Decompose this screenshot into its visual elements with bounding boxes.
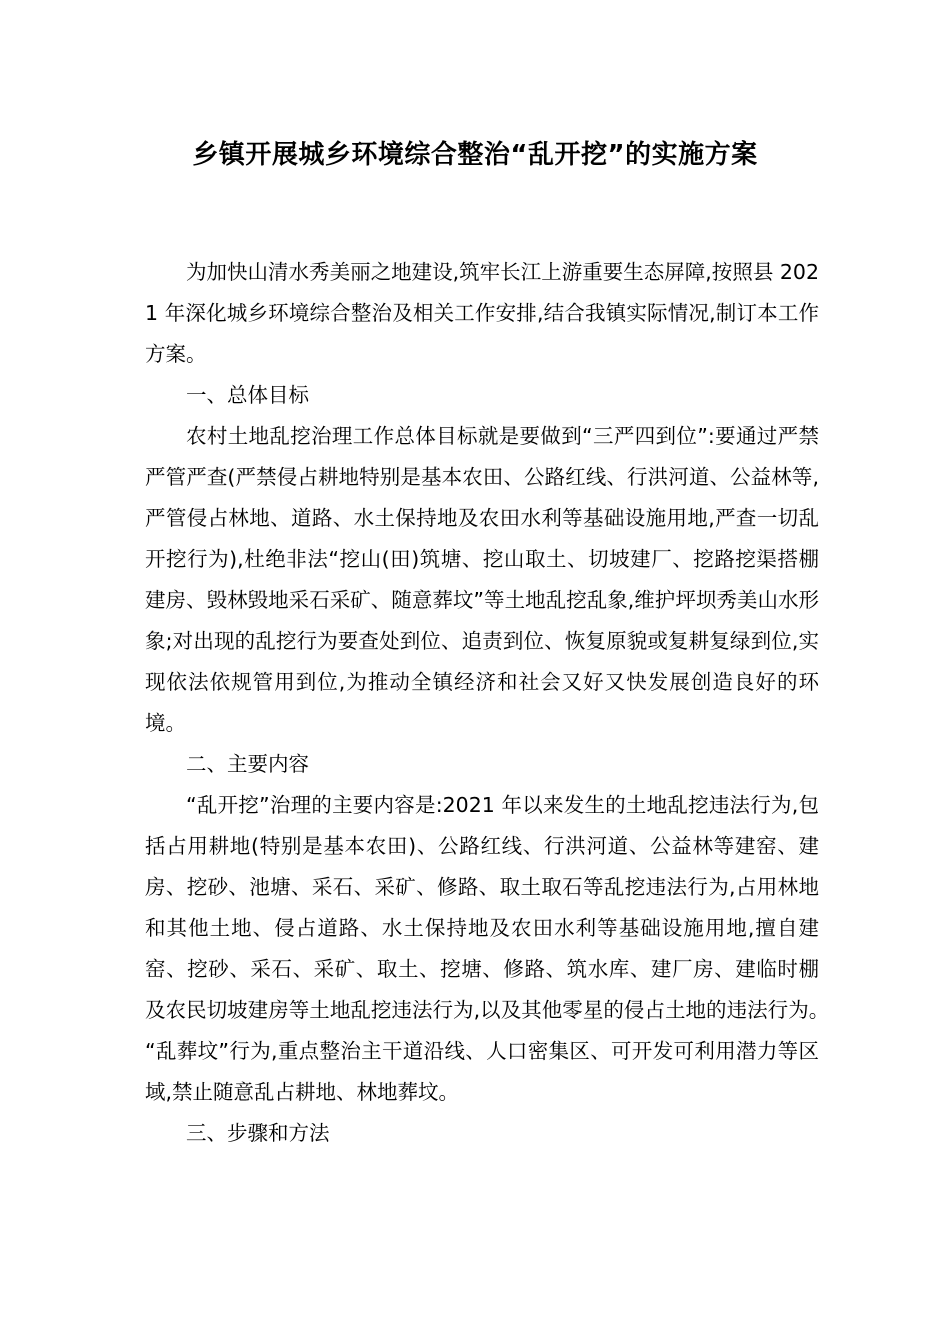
section-paragraph-content: “乱开挖”治理的主要内容是:2021 年以来发生的土地乱挖违法行为,包括占用耕地(特别是基本农田)、公路红线、行洪河道、公益林等建窑、建房、挖砂、池塘、采石、采矿、修路、取土取石等乱挖违法行为,占用林地和其他土地、侵占道路、水土保持地及农田水利等基础设施用地,擅自建窑、挖砂、采石、采矿、取土、挖塘、修路、筑水库、建厂房、建临时棚及农民切坡建房等土地乱挖违法行为,以及其他零星的侵占土地的违法行为。 “乱葬坟”行为,重点整治主干道沿线、人口密集区、可开发可利用潜力等区域,禁止随意乱占耕地、林地葬坟。 bbox=[145, 793, 847, 1104]
section-heading-steps: 三、步骤和方法 bbox=[186, 1121, 330, 1145]
section-heading-goals: 一、总体目标 bbox=[186, 383, 309, 407]
document-title: 乡镇开展城乡环境综合整治“乱开挖”的实施方案 bbox=[192, 140, 758, 170]
document-body bbox=[145, 252, 847, 1154]
section-paragraph-goals: 农村土地乱挖治理工作总体目标就是要做到“三严四到位”:要通过严禁严管严查(严禁侵占耕地特别是基本农田、公路红线、行洪河道、公益林等,严管侵占林地、道路、水土保持地及农田水利等基础设施用地,严查一切乱开挖行为),杜绝非法“挖山(田)筑塘、挖山取土、切坡建厂、挖路挖渠搭棚建房、毁林毁地采石采矿、随意葬坟”等土地乱挖乱象,维护坪坝秀美山水形象;对出现的乱挖行为要查处到位、追责到位、恢复原貌或复耕复绿到位,实现依法依规管用到位,为推动全镇经济和社会又好又快发展创造良好的环境。 bbox=[145, 424, 819, 735]
intro-paragraph: 为加快山清水秀美丽之地建设,筑牢长江上游重要生态屏障,按照县 2021 年深化城乡环境综合整治及相关工作安排,结合我镇实际情况,制订本工作方案。 bbox=[145, 260, 819, 366]
section-heading-content: 二、主要内容 bbox=[186, 752, 309, 776]
